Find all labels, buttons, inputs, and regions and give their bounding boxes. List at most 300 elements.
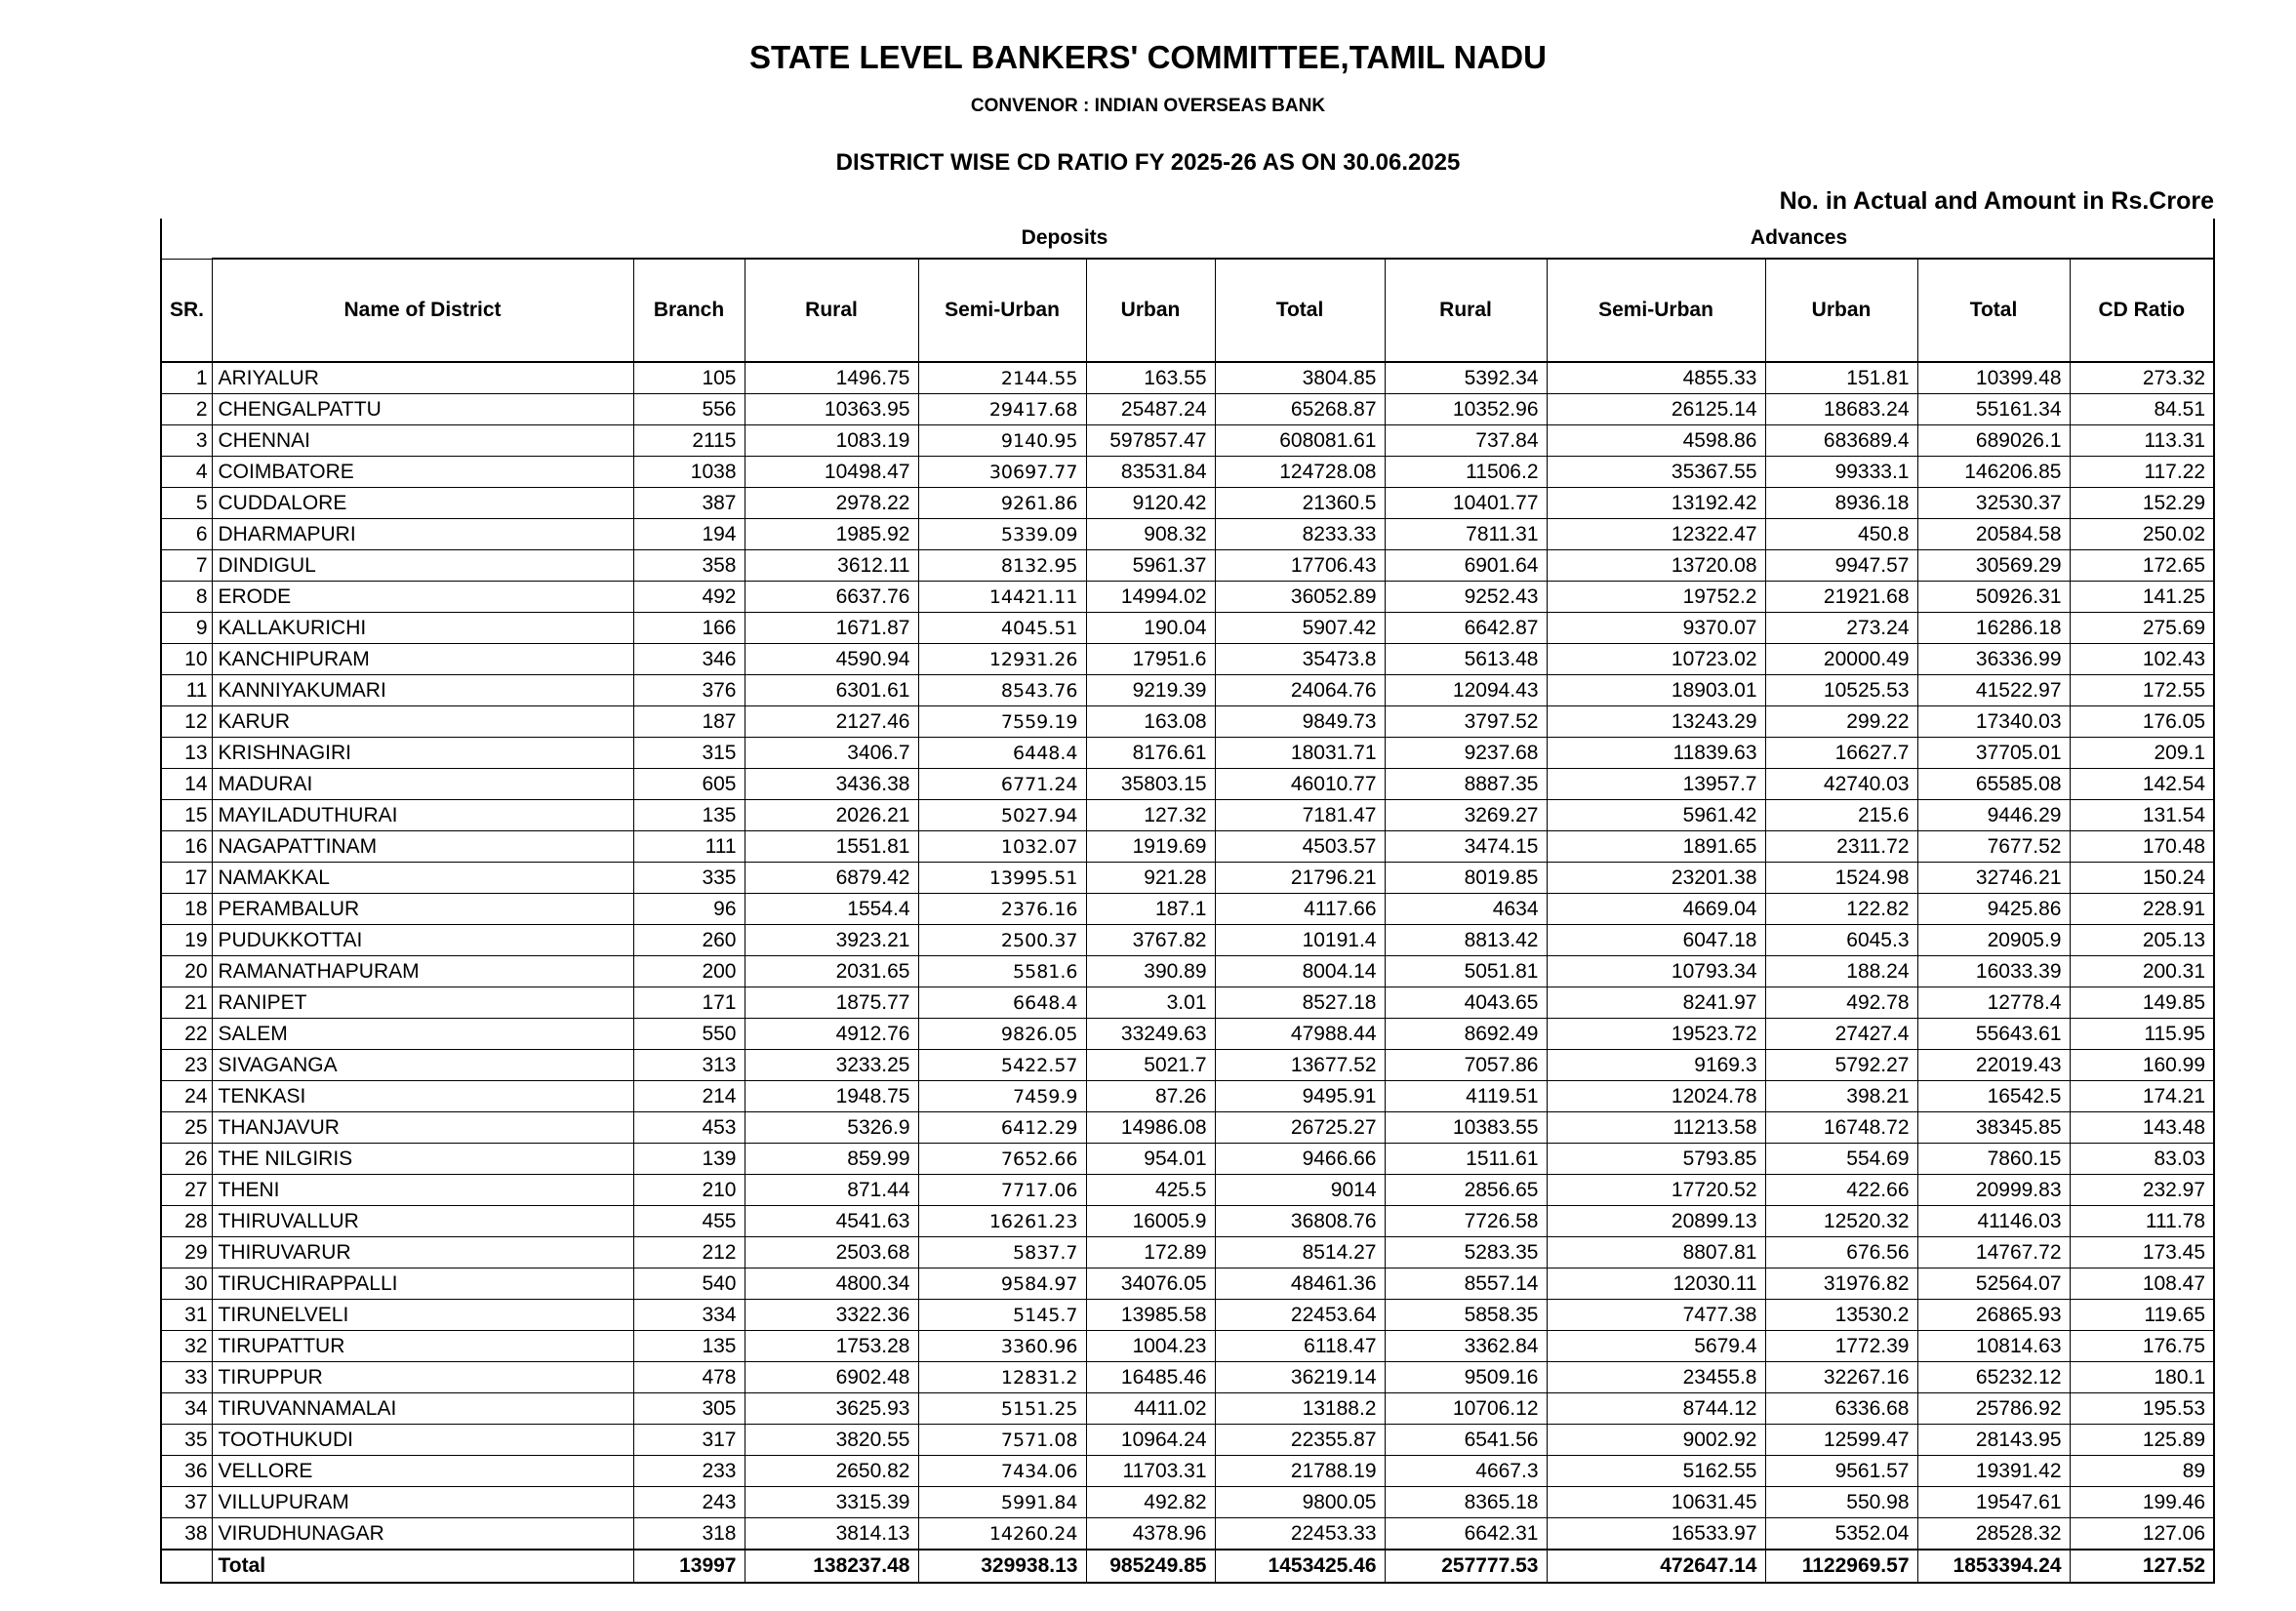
col-cd-ratio-cell: 172.55 xyxy=(2070,675,2214,706)
col-dep-semi-urban-cell: 7434.06 xyxy=(918,1456,1086,1487)
col-branch-cell: 346 xyxy=(633,644,745,675)
col-district-cell: VIRUDHUNAGAR xyxy=(212,1518,633,1551)
col-adv-rural-cell: 5392.34 xyxy=(1385,362,1547,394)
col-dep-total-cell: 8233.33 xyxy=(1215,519,1385,550)
col-adv-urban-cell: 6336.68 xyxy=(1765,1393,1917,1425)
col-adv-semi-urban-cell: 5961.42 xyxy=(1547,800,1765,831)
group-header-deposits: Deposits xyxy=(745,219,1385,259)
col-adv-urban-cell: 215.6 xyxy=(1765,800,1917,831)
col-cd-ratio-cell: 149.85 xyxy=(2070,987,2214,1019)
col-sr-cell: 6 xyxy=(161,519,212,550)
col-cd-ratio-cell: 143.48 xyxy=(2070,1112,2214,1144)
table-row xyxy=(161,956,2214,987)
col-dep-urban-cell: 1004.23 xyxy=(1086,1331,1215,1362)
col-adv-urban-cell: 13530.2 xyxy=(1765,1300,1917,1331)
col-adv-semi-urban-cell: 8241.97 xyxy=(1547,987,1765,1019)
col-district-cell: PERAMBALUR xyxy=(212,894,633,925)
col-adv-semi-urban-cell: 8807.81 xyxy=(1547,1237,1765,1269)
col-adv-total-cell: 41522.97 xyxy=(1917,675,2070,706)
col-dep-total-cell: 124728.08 xyxy=(1215,457,1385,488)
col-dep-semi-urban-cell: 5991.84 xyxy=(918,1487,1086,1518)
col-adv-total-cell: 20999.83 xyxy=(1917,1175,2070,1206)
col-sr-cell: 33 xyxy=(161,1362,212,1393)
col-adv-urban-cell: 16748.72 xyxy=(1765,1112,1917,1144)
col-adv-urban-cell: 12599.47 xyxy=(1765,1425,1917,1456)
col-adv-semi-urban-cell: 1891.65 xyxy=(1547,831,1765,863)
col-adv-urban-cell: 422.66 xyxy=(1765,1175,1917,1206)
col-dep-total-cell: 9495.91 xyxy=(1215,1081,1385,1112)
col-branch-cell: 313 xyxy=(633,1050,745,1081)
col-dep-urban-cell: 14986.08 xyxy=(1086,1112,1215,1144)
col-dep-semi-urban-cell: 5339.09 xyxy=(918,519,1086,550)
col-adv-rural-cell: 5858.35 xyxy=(1385,1300,1547,1331)
table-row xyxy=(161,362,2214,394)
col-adv-urban-cell: 16627.7 xyxy=(1765,738,1917,769)
col-adv-urban-cell: 32267.16 xyxy=(1765,1362,1917,1393)
col-adv-total-cell: 32530.37 xyxy=(1917,488,2070,519)
col-dep-total-cell: 13188.2 xyxy=(1215,1393,1385,1425)
col-adv-semi-urban-cell: 19523.72 xyxy=(1547,1019,1765,1050)
col-dep-semi-urban-cell: 7559.19 xyxy=(918,706,1086,738)
col-district-cell: CUDDALORE xyxy=(212,488,633,519)
col-dep-semi-urban-cell: 2500.37 xyxy=(918,925,1086,956)
col-dep-urban-cell: 163.08 xyxy=(1086,706,1215,738)
col-adv-semi-urban-cell: 13957.7 xyxy=(1547,769,1765,800)
col-dep-semi-urban-cell: 8543.76 xyxy=(918,675,1086,706)
col-district-cell: NAGAPATTINAM xyxy=(212,831,633,863)
col-adv-total-cell: 65585.08 xyxy=(1917,769,2070,800)
col-adv-semi-urban-cell: 10631.45 xyxy=(1547,1487,1765,1518)
col-district-cell: RANIPET xyxy=(212,987,633,1019)
col-adv-semi-urban-cell: 17720.52 xyxy=(1547,1175,1765,1206)
col-adv-rural-cell: 10383.55 xyxy=(1385,1112,1547,1144)
col-dep-semi-urban-cell: 30697.77 xyxy=(918,457,1086,488)
col-dep-total-cell: 9800.05 xyxy=(1215,1487,1385,1518)
col-dep-rural-cell: 4912.76 xyxy=(745,1019,918,1050)
col-branch-cell: 210 xyxy=(633,1175,745,1206)
col-dep-urban-cell: 3.01 xyxy=(1086,987,1215,1019)
col-cd-ratio-cell: 108.47 xyxy=(2070,1269,2214,1300)
col-cd-ratio-cell: 102.43 xyxy=(2070,644,2214,675)
col-adv-rural-cell: 8692.49 xyxy=(1385,1019,1547,1050)
col-branch-cell: 212 xyxy=(633,1237,745,1269)
col-adv-rural-cell: 7726.58 xyxy=(1385,1206,1547,1237)
col-branch-cell: 13997 xyxy=(633,1550,745,1583)
col-adv-urban-cell: 10525.53 xyxy=(1765,675,1917,706)
table-row xyxy=(161,800,2214,831)
col-adv-urban-cell: 42740.03 xyxy=(1765,769,1917,800)
col-dep-urban-cell: 34076.05 xyxy=(1086,1269,1215,1300)
col-sr-cell: 26 xyxy=(161,1144,212,1175)
col-branch-cell: 387 xyxy=(633,488,745,519)
col-sr-cell: 7 xyxy=(161,550,212,582)
col-branch-cell: 166 xyxy=(633,613,745,644)
col-adv-total-header: Total xyxy=(1917,259,2070,362)
col-dep-rural-cell: 3406.7 xyxy=(745,738,918,769)
col-dep-urban-cell: 190.04 xyxy=(1086,613,1215,644)
col-dep-semi-urban-cell: 7652.66 xyxy=(918,1144,1086,1175)
col-adv-urban-header: Urban xyxy=(1765,259,1917,362)
table-row xyxy=(161,1456,2214,1487)
col-sr-cell: 17 xyxy=(161,863,212,894)
col-adv-urban-cell: 6045.3 xyxy=(1765,925,1917,956)
col-dep-urban-cell: 16485.46 xyxy=(1086,1362,1215,1393)
col-cd-ratio-cell: 275.69 xyxy=(2070,613,2214,644)
col-adv-urban-cell: 299.22 xyxy=(1765,706,1917,738)
col-cd-ratio-cell: 200.31 xyxy=(2070,956,2214,987)
col-branch-cell: 194 xyxy=(633,519,745,550)
col-cd-ratio-cell: 113.31 xyxy=(2070,425,2214,457)
col-adv-urban-cell: 5352.04 xyxy=(1765,1518,1917,1551)
col-dep-rural-cell: 6902.48 xyxy=(745,1362,918,1393)
col-district-cell: THIRUVARUR xyxy=(212,1237,633,1269)
table-row xyxy=(161,1300,2214,1331)
col-dep-rural-cell: 4800.34 xyxy=(745,1269,918,1300)
col-adv-urban-cell: 27427.4 xyxy=(1765,1019,1917,1050)
col-cd-ratio-cell: 125.89 xyxy=(2070,1425,2214,1456)
table-row xyxy=(161,1144,2214,1175)
col-dep-semi-urban-header: Semi-Urban xyxy=(918,259,1086,362)
col-dep-total-cell: 7181.47 xyxy=(1215,800,1385,831)
col-branch-cell: 550 xyxy=(633,1019,745,1050)
col-adv-rural-cell: 7057.86 xyxy=(1385,1050,1547,1081)
col-dep-total-cell: 65268.87 xyxy=(1215,394,1385,425)
col-adv-semi-urban-cell: 7477.38 xyxy=(1547,1300,1765,1331)
col-adv-urban-cell: 550.98 xyxy=(1765,1487,1917,1518)
col-dep-rural-cell: 1554.4 xyxy=(745,894,918,925)
col-dep-urban-cell: 908.32 xyxy=(1086,519,1215,550)
col-dep-urban-cell: 17951.6 xyxy=(1086,644,1215,675)
col-dep-total-cell: 26725.27 xyxy=(1215,1112,1385,1144)
col-dep-urban-cell: 9219.39 xyxy=(1086,675,1215,706)
col-dep-total-cell: 22453.64 xyxy=(1215,1300,1385,1331)
col-branch-cell: 455 xyxy=(633,1206,745,1237)
col-dep-semi-urban-cell: 13995.51 xyxy=(918,863,1086,894)
col-dep-urban-cell: 187.1 xyxy=(1086,894,1215,925)
col-adv-rural-cell: 11506.2 xyxy=(1385,457,1547,488)
col-dep-urban-cell: 954.01 xyxy=(1086,1144,1215,1175)
col-dep-urban-cell: 985249.85 xyxy=(1086,1550,1215,1583)
table-row xyxy=(161,488,2214,519)
col-adv-rural-cell: 5051.81 xyxy=(1385,956,1547,987)
col-adv-urban-cell: 492.78 xyxy=(1765,987,1917,1019)
col-adv-semi-urban-cell: 9169.3 xyxy=(1547,1050,1765,1081)
col-branch-cell: 492 xyxy=(633,582,745,613)
col-adv-rural-cell: 2856.65 xyxy=(1385,1175,1547,1206)
col-dep-urban-cell: 425.5 xyxy=(1086,1175,1215,1206)
col-dep-rural-cell: 10498.47 xyxy=(745,457,918,488)
col-sr-cell xyxy=(161,1550,212,1583)
col-dep-urban-cell: 13985.58 xyxy=(1086,1300,1215,1331)
col-dep-rural-cell: 1875.77 xyxy=(745,987,918,1019)
col-adv-total-cell: 9446.29 xyxy=(1917,800,2070,831)
col-adv-total-cell: 1853394.24 xyxy=(1917,1550,2070,1583)
table-row xyxy=(161,644,2214,675)
col-sr-cell: 31 xyxy=(161,1300,212,1331)
table-row xyxy=(161,706,2214,738)
col-dep-rural-cell: 2978.22 xyxy=(745,488,918,519)
col-branch-cell: 187 xyxy=(633,706,745,738)
units-note: No. in Actual and Amount in Rs.Crore xyxy=(1779,187,2214,215)
col-adv-semi-urban-cell: 4855.33 xyxy=(1547,362,1765,394)
col-dep-total-cell: 35473.8 xyxy=(1215,644,1385,675)
col-dep-semi-urban-cell: 7571.08 xyxy=(918,1425,1086,1456)
col-branch-cell: 305 xyxy=(633,1393,745,1425)
col-adv-semi-urban-cell: 5162.55 xyxy=(1547,1456,1765,1487)
col-adv-urban-cell: 18683.24 xyxy=(1765,394,1917,425)
col-dep-rural-cell: 2026.21 xyxy=(745,800,918,831)
col-cd-ratio-cell: 150.24 xyxy=(2070,863,2214,894)
col-adv-urban-cell: 676.56 xyxy=(1765,1237,1917,1269)
col-adv-urban-cell: 1772.39 xyxy=(1765,1331,1917,1362)
col-dep-total-cell: 9014 xyxy=(1215,1175,1385,1206)
col-branch-cell: 317 xyxy=(633,1425,745,1456)
col-adv-rural-cell: 257777.53 xyxy=(1385,1550,1547,1583)
col-adv-semi-urban-cell: 26125.14 xyxy=(1547,394,1765,425)
col-dep-rural-cell: 1671.87 xyxy=(745,613,918,644)
col-district-cell: DHARMAPURI xyxy=(212,519,633,550)
col-dep-semi-urban-cell: 5837.7 xyxy=(918,1237,1086,1269)
col-adv-rural-cell: 10706.12 xyxy=(1385,1393,1547,1425)
col-branch-cell: 200 xyxy=(633,956,745,987)
col-adv-total-cell: 41146.03 xyxy=(1917,1206,2070,1237)
col-dep-rural-cell: 1496.75 xyxy=(745,362,918,394)
col-district-cell: SALEM xyxy=(212,1019,633,1050)
col-dep-semi-urban-cell: 6412.29 xyxy=(918,1112,1086,1144)
col-sr-cell: 19 xyxy=(161,925,212,956)
convenor-line: CONVENOR : INDIAN OVERSEAS BANK xyxy=(970,96,1326,116)
col-adv-urban-cell: 2311.72 xyxy=(1765,831,1917,863)
col-dep-semi-urban-cell: 5422.57 xyxy=(918,1050,1086,1081)
page-title: STATE LEVEL BANKERS' COMMITTEE,TAMIL NADU xyxy=(749,39,1547,75)
col-dep-urban-cell: 9120.42 xyxy=(1086,488,1215,519)
col-adv-urban-cell: 122.82 xyxy=(1765,894,1917,925)
col-adv-total-cell: 16542.5 xyxy=(1917,1081,2070,1112)
col-cd-ratio-cell: 205.13 xyxy=(2070,925,2214,956)
col-adv-rural-cell: 737.84 xyxy=(1385,425,1547,457)
table-row xyxy=(161,1019,2214,1050)
col-dep-urban-cell: 127.32 xyxy=(1086,800,1215,831)
col-adv-total-cell: 10399.48 xyxy=(1917,362,2070,394)
col-dep-total-cell: 1453425.46 xyxy=(1215,1550,1385,1583)
table-row xyxy=(161,582,2214,613)
col-dep-semi-urban-cell: 3360.96 xyxy=(918,1331,1086,1362)
col-dep-semi-urban-cell: 7717.06 xyxy=(918,1175,1086,1206)
col-cd-ratio-cell: 250.02 xyxy=(2070,519,2214,550)
col-dep-total-cell: 22355.87 xyxy=(1215,1425,1385,1456)
col-dep-rural-cell: 1948.75 xyxy=(745,1081,918,1112)
col-sr-cell: 28 xyxy=(161,1206,212,1237)
col-dep-total-cell: 18031.71 xyxy=(1215,738,1385,769)
col-adv-semi-urban-cell: 12024.78 xyxy=(1547,1081,1765,1112)
col-adv-total-cell: 55643.61 xyxy=(1917,1019,2070,1050)
col-dep-urban-cell: 87.26 xyxy=(1086,1081,1215,1112)
col-adv-total-cell: 26865.93 xyxy=(1917,1300,2070,1331)
col-district-cell: ERODE xyxy=(212,582,633,613)
col-branch-cell: 233 xyxy=(633,1456,745,1487)
col-district-cell: ARIYALUR xyxy=(212,362,633,394)
col-adv-total-cell: 16286.18 xyxy=(1917,613,2070,644)
col-adv-total-cell: 19547.61 xyxy=(1917,1487,2070,1518)
col-dep-urban-cell: 83531.84 xyxy=(1086,457,1215,488)
col-dep-semi-urban-cell: 5581.6 xyxy=(918,956,1086,987)
col-dep-urban-cell: 492.82 xyxy=(1086,1487,1215,1518)
col-dep-urban-cell: 10964.24 xyxy=(1086,1425,1215,1456)
col-cd-ratio-cell: 127.52 xyxy=(2070,1550,2214,1583)
col-district-cell: THE NILGIRIS xyxy=(212,1144,633,1175)
col-sr-cell: 9 xyxy=(161,613,212,644)
col-branch-cell: 135 xyxy=(633,1331,745,1362)
col-cd-ratio-cell: 199.46 xyxy=(2070,1487,2214,1518)
table-row xyxy=(161,1393,2214,1425)
col-adv-total-cell: 36336.99 xyxy=(1917,644,2070,675)
col-sr-cell: 23 xyxy=(161,1050,212,1081)
col-dep-rural-cell: 3233.25 xyxy=(745,1050,918,1081)
table-row xyxy=(161,987,2214,1019)
col-adv-total-cell: 14767.72 xyxy=(1917,1237,2070,1269)
col-branch-header: Branch xyxy=(633,259,745,362)
col-adv-rural-cell: 9509.16 xyxy=(1385,1362,1547,1393)
table-row xyxy=(161,457,2214,488)
report-subtitle: DISTRICT WISE CD RATIO FY 2025-26 AS ON 30.06.2025 xyxy=(835,149,1461,176)
col-branch-cell: 135 xyxy=(633,800,745,831)
col-adv-semi-urban-cell: 13720.08 xyxy=(1547,550,1765,582)
col-district-cell: TENKASI xyxy=(212,1081,633,1112)
col-dep-rural-cell: 3315.39 xyxy=(745,1487,918,1518)
col-cd-ratio-cell: 176.75 xyxy=(2070,1331,2214,1362)
col-adv-semi-urban-cell: 5679.4 xyxy=(1547,1331,1765,1362)
col-sr-cell: 4 xyxy=(161,457,212,488)
col-branch-cell: 540 xyxy=(633,1269,745,1300)
col-adv-rural-cell: 1511.61 xyxy=(1385,1144,1547,1175)
col-adv-urban-cell: 188.24 xyxy=(1765,956,1917,987)
col-dep-urban-cell: 35803.15 xyxy=(1086,769,1215,800)
col-dep-semi-urban-cell: 1032.07 xyxy=(918,831,1086,863)
col-dep-rural-cell: 4541.63 xyxy=(745,1206,918,1237)
col-dep-rural-cell: 3322.36 xyxy=(745,1300,918,1331)
col-dep-urban-cell: 597857.47 xyxy=(1086,425,1215,457)
col-district-cell: TIRUCHIRAPPALLI xyxy=(212,1269,633,1300)
col-dep-rural-cell: 138237.48 xyxy=(745,1550,918,1583)
col-adv-total-cell: 20905.9 xyxy=(1917,925,2070,956)
col-adv-total-cell: 28143.95 xyxy=(1917,1425,2070,1456)
col-branch-cell: 334 xyxy=(633,1300,745,1331)
col-dep-rural-cell: 3923.21 xyxy=(745,925,918,956)
col-adv-total-cell: 37705.01 xyxy=(1917,738,2070,769)
col-dep-rural-cell: 3820.55 xyxy=(745,1425,918,1456)
col-cd-ratio-cell: 209.1 xyxy=(2070,738,2214,769)
table-row xyxy=(161,1050,2214,1081)
col-adv-semi-urban-cell: 12030.11 xyxy=(1547,1269,1765,1300)
col-cd-ratio-cell: 273.32 xyxy=(2070,362,2214,394)
cd-ratio-table xyxy=(160,219,2215,1584)
col-sr-cell: 24 xyxy=(161,1081,212,1112)
col-dep-semi-urban-cell: 2376.16 xyxy=(918,894,1086,925)
col-dep-rural-header: Rural xyxy=(745,259,918,362)
col-adv-total-cell: 146206.85 xyxy=(1917,457,2070,488)
col-adv-urban-cell: 21921.68 xyxy=(1765,582,1917,613)
col-branch-cell: 318 xyxy=(633,1518,745,1551)
col-district-cell: MAYILADUTHURAI xyxy=(212,800,633,831)
col-dep-semi-urban-cell: 5027.94 xyxy=(918,800,1086,831)
col-cd-ratio-cell: 83.03 xyxy=(2070,1144,2214,1175)
col-dep-total-cell: 21796.21 xyxy=(1215,863,1385,894)
col-sr-cell: 38 xyxy=(161,1518,212,1551)
col-cd-ratio-cell: 142.54 xyxy=(2070,769,2214,800)
col-adv-urban-cell: 9947.57 xyxy=(1765,550,1917,582)
table-row xyxy=(161,394,2214,425)
col-dep-semi-urban-cell: 2144.55 xyxy=(918,362,1086,394)
col-dep-semi-urban-cell: 6448.4 xyxy=(918,738,1086,769)
col-adv-urban-cell: 8936.18 xyxy=(1765,488,1917,519)
col-adv-urban-cell: 5792.27 xyxy=(1765,1050,1917,1081)
table-row xyxy=(161,1487,2214,1518)
col-adv-total-cell: 10814.63 xyxy=(1917,1331,2070,1362)
col-dep-semi-urban-cell: 14421.11 xyxy=(918,582,1086,613)
col-adv-urban-cell: 273.24 xyxy=(1765,613,1917,644)
col-adv-semi-urban-cell: 23201.38 xyxy=(1547,863,1765,894)
col-dep-urban-cell: 163.55 xyxy=(1086,362,1215,394)
col-branch-cell: 376 xyxy=(633,675,745,706)
col-sr-cell: 13 xyxy=(161,738,212,769)
col-adv-total-cell: 28528.32 xyxy=(1917,1518,2070,1551)
col-adv-total-cell: 25786.92 xyxy=(1917,1393,2070,1425)
col-sr-cell: 34 xyxy=(161,1393,212,1425)
col-dep-total-cell: 608081.61 xyxy=(1215,425,1385,457)
col-adv-total-cell: 20584.58 xyxy=(1917,519,2070,550)
col-adv-total-cell: 17340.03 xyxy=(1917,706,2070,738)
col-adv-total-cell: 16033.39 xyxy=(1917,956,2070,987)
col-district-cell: VILLUPURAM xyxy=(212,1487,633,1518)
col-adv-total-cell: 7677.52 xyxy=(1917,831,2070,863)
col-district-cell: TIRUVANNAMALAI xyxy=(212,1393,633,1425)
col-adv-semi-urban-cell: 10793.34 xyxy=(1547,956,1765,987)
col-adv-rural-header: Rural xyxy=(1385,259,1547,362)
col-adv-rural-cell: 4119.51 xyxy=(1385,1081,1547,1112)
col-sr-cell: 37 xyxy=(161,1487,212,1518)
col-adv-rural-cell: 3269.27 xyxy=(1385,800,1547,831)
col-adv-semi-urban-cell: 16533.97 xyxy=(1547,1518,1765,1551)
col-district-cell: KALLAKURICHI xyxy=(212,613,633,644)
col-district-cell: RAMANATHAPURAM xyxy=(212,956,633,987)
col-dep-rural-cell: 1551.81 xyxy=(745,831,918,863)
col-dep-rural-cell: 2031.65 xyxy=(745,956,918,987)
col-adv-rural-cell: 8813.42 xyxy=(1385,925,1547,956)
col-adv-urban-cell: 9561.57 xyxy=(1765,1456,1917,1487)
col-adv-total-cell: 55161.34 xyxy=(1917,394,2070,425)
group-header-blank xyxy=(212,219,745,259)
col-adv-urban-cell: 99333.1 xyxy=(1765,457,1917,488)
col-dep-total-cell: 46010.77 xyxy=(1215,769,1385,800)
table-row xyxy=(161,1425,2214,1456)
col-sr-cell: 25 xyxy=(161,1112,212,1144)
col-district-cell: Total xyxy=(212,1550,633,1583)
col-dep-urban-cell: 1919.69 xyxy=(1086,831,1215,863)
col-adv-semi-urban-cell: 472647.14 xyxy=(1547,1550,1765,1583)
col-sr-cell: 14 xyxy=(161,769,212,800)
col-sr-cell: 10 xyxy=(161,644,212,675)
col-dep-total-cell: 8514.27 xyxy=(1215,1237,1385,1269)
col-dep-total-cell: 4117.66 xyxy=(1215,894,1385,925)
col-dep-rural-cell: 1083.19 xyxy=(745,425,918,457)
col-dep-semi-urban-cell: 29417.68 xyxy=(918,394,1086,425)
col-district-cell: DINDIGUL xyxy=(212,550,633,582)
col-adv-rural-cell: 6541.56 xyxy=(1385,1425,1547,1456)
col-adv-rural-cell: 3362.84 xyxy=(1385,1331,1547,1362)
col-district-cell: NAMAKKAL xyxy=(212,863,633,894)
col-adv-urban-cell: 450.8 xyxy=(1765,519,1917,550)
table-row xyxy=(161,425,2214,457)
